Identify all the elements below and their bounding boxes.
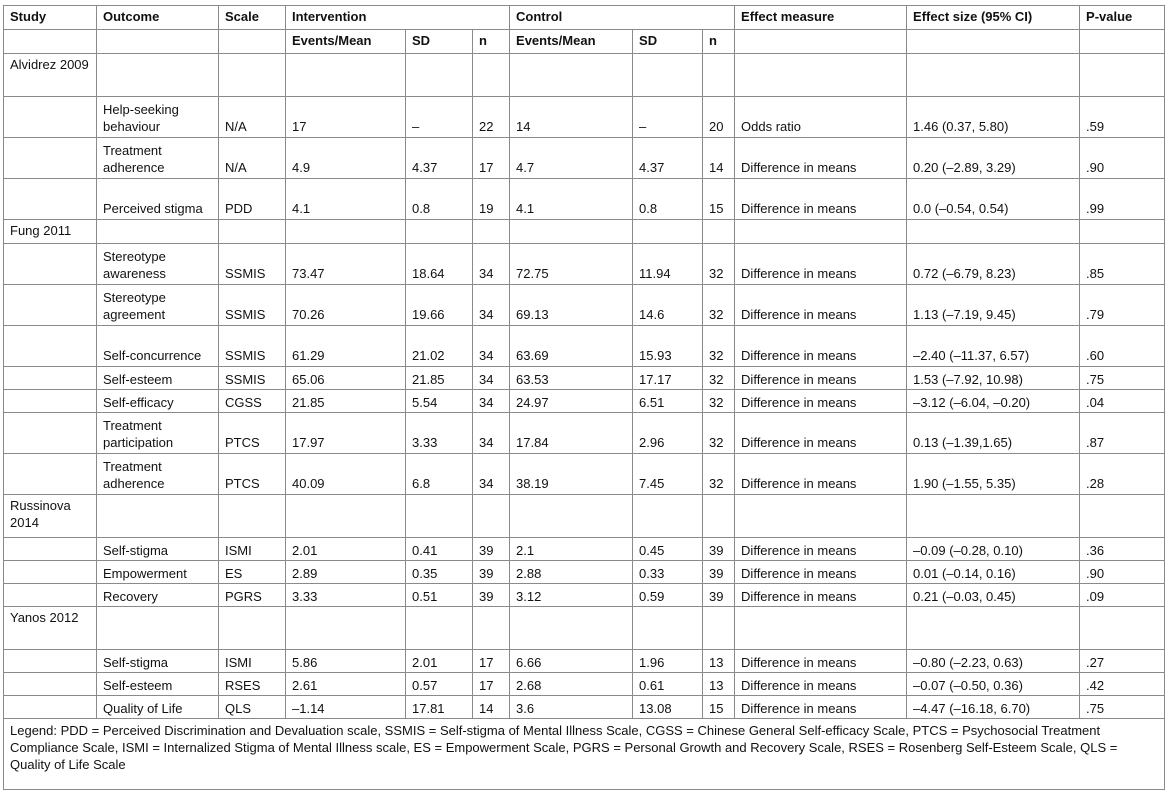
scale-cell: PDD [219, 179, 286, 220]
control-n-cell: 32 [703, 285, 735, 326]
control-n-cell: 14 [703, 138, 735, 179]
header-study: Study [4, 6, 97, 30]
empty-cell [735, 607, 907, 650]
control-n-cell: 39 [703, 584, 735, 607]
empty-cell [703, 495, 735, 538]
empty-cell [4, 326, 97, 367]
header-sub-empty [1080, 30, 1165, 54]
control-n-cell: 20 [703, 97, 735, 138]
study-row [4, 495, 1165, 538]
outcome-cell: Self-stigma [97, 650, 219, 673]
empty-cell [633, 220, 703, 244]
control-n-cell: 39 [703, 561, 735, 584]
intervention-sd-cell: 21.02 [406, 326, 473, 367]
empty-cell [4, 179, 97, 220]
header-intervention: Intervention [286, 6, 510, 30]
table-row [4, 285, 1165, 326]
intervention-mean-cell: 2.61 [286, 673, 406, 696]
study-name: Russinova 2014 [4, 495, 97, 538]
study-row [4, 220, 1165, 244]
p-value-cell: .09 [1080, 584, 1165, 607]
intervention-sd-cell: 21.85 [406, 367, 473, 390]
intervention-n-cell: 39 [473, 561, 510, 584]
intervention-n-cell: 17 [473, 138, 510, 179]
header-sub-empty [735, 30, 907, 54]
empty-cell [703, 607, 735, 650]
control-sd-cell: 0.61 [633, 673, 703, 696]
header-control-events: Events/Mean [510, 30, 633, 54]
empty-cell [4, 413, 97, 454]
intervention-sd-cell: 3.33 [406, 413, 473, 454]
empty-cell [1080, 495, 1165, 538]
control-mean-cell: 3.6 [510, 696, 633, 719]
scale-cell: SSMIS [219, 244, 286, 285]
empty-cell [633, 54, 703, 97]
control-sd-cell: 15.93 [633, 326, 703, 367]
header-intervention-sd: SD [406, 30, 473, 54]
control-n-cell: 13 [703, 650, 735, 673]
empty-cell [1080, 220, 1165, 244]
empty-cell [406, 54, 473, 97]
scale-cell: ISMI [219, 538, 286, 561]
p-value-cell: .90 [1080, 561, 1165, 584]
intervention-mean-cell: 3.33 [286, 584, 406, 607]
control-sd-cell: 1.96 [633, 650, 703, 673]
effect-size-cell: –4.47 (–16.18, 6.70) [907, 696, 1080, 719]
control-sd-cell: 13.08 [633, 696, 703, 719]
table-row [4, 413, 1165, 454]
control-sd-cell: 14.6 [633, 285, 703, 326]
empty-cell [219, 495, 286, 538]
control-sd-cell: 2.96 [633, 413, 703, 454]
control-sd-cell: 6.51 [633, 390, 703, 413]
empty-cell [286, 220, 406, 244]
header-sub-empty [97, 30, 219, 54]
header-control-n: n [703, 30, 735, 54]
empty-cell [286, 495, 406, 538]
effect-size-cell: 0.0 (–0.54, 0.54) [907, 179, 1080, 220]
control-n-cell: 32 [703, 413, 735, 454]
table-row [4, 584, 1165, 607]
effect-measure-cell: Difference in means [735, 244, 907, 285]
header-intervention-events: Events/Mean [286, 30, 406, 54]
table-row [4, 326, 1165, 367]
table-row [4, 454, 1165, 495]
header-sub-empty [907, 30, 1080, 54]
p-value-cell: .85 [1080, 244, 1165, 285]
intervention-sd-cell: 0.35 [406, 561, 473, 584]
intervention-n-cell: 19 [473, 179, 510, 220]
intervention-n-cell: 34 [473, 413, 510, 454]
effect-measure-cell: Difference in means [735, 138, 907, 179]
control-n-cell: 13 [703, 673, 735, 696]
intervention-mean-cell: 4.9 [286, 138, 406, 179]
p-value-cell: .59 [1080, 97, 1165, 138]
effect-measure-cell: Difference in means [735, 367, 907, 390]
control-n-cell: 32 [703, 454, 735, 495]
effect-size-cell: –0.09 (–0.28, 0.10) [907, 538, 1080, 561]
empty-cell [907, 607, 1080, 650]
effect-measure-cell: Difference in means [735, 179, 907, 220]
effect-size-cell: 1.46 (0.37, 5.80) [907, 97, 1080, 138]
empty-cell [4, 454, 97, 495]
empty-cell [703, 54, 735, 97]
empty-cell [97, 607, 219, 650]
header-row-sub [4, 30, 1165, 54]
scale-cell: N/A [219, 97, 286, 138]
study-name: Yanos 2012 [4, 607, 97, 650]
study-name: Alvidrez 2009 [4, 54, 97, 97]
intervention-n-cell: 22 [473, 97, 510, 138]
scale-cell: ES [219, 561, 286, 584]
intervention-n-cell: 39 [473, 584, 510, 607]
intervention-sd-cell: 0.57 [406, 673, 473, 696]
p-value-cell: .60 [1080, 326, 1165, 367]
intervention-n-cell: 34 [473, 454, 510, 495]
outcome-cell: Stereotype agreement [97, 285, 219, 326]
intervention-mean-cell: 61.29 [286, 326, 406, 367]
table-row [4, 696, 1165, 719]
table-body [4, 6, 1165, 790]
outcome-cell: Self-esteem [97, 673, 219, 696]
header-row-main [4, 6, 1165, 30]
outcome-cell: Recovery [97, 584, 219, 607]
scale-cell: QLS [219, 696, 286, 719]
control-sd-cell: 4.37 [633, 138, 703, 179]
empty-cell [219, 220, 286, 244]
control-mean-cell: 63.53 [510, 367, 633, 390]
empty-cell [633, 607, 703, 650]
intervention-sd-cell: 0.51 [406, 584, 473, 607]
control-mean-cell: 2.88 [510, 561, 633, 584]
empty-cell [735, 220, 907, 244]
intervention-mean-cell: 2.89 [286, 561, 406, 584]
effect-size-cell: 0.21 (–0.03, 0.45) [907, 584, 1080, 607]
empty-cell [473, 220, 510, 244]
table-row [4, 138, 1165, 179]
empty-cell [510, 220, 633, 244]
effect-measure-cell: Difference in means [735, 285, 907, 326]
scale-cell: PGRS [219, 584, 286, 607]
study-row [4, 607, 1165, 650]
outcome-cell: Empowerment [97, 561, 219, 584]
effect-size-cell: 0.01 (–0.14, 0.16) [907, 561, 1080, 584]
empty-cell [1080, 607, 1165, 650]
p-value-cell: .75 [1080, 367, 1165, 390]
intervention-mean-cell: 40.09 [286, 454, 406, 495]
outcome-cell: Self-esteem [97, 367, 219, 390]
intervention-sd-cell: 5.54 [406, 390, 473, 413]
control-sd-cell: 0.59 [633, 584, 703, 607]
intervention-mean-cell: 4.1 [286, 179, 406, 220]
empty-cell [703, 220, 735, 244]
control-mean-cell: 4.1 [510, 179, 633, 220]
intervention-mean-cell: 21.85 [286, 390, 406, 413]
empty-cell [219, 54, 286, 97]
effect-measure-cell: Odds ratio [735, 97, 907, 138]
scale-cell: SSMIS [219, 367, 286, 390]
empty-cell [4, 584, 97, 607]
empty-cell [907, 54, 1080, 97]
intervention-sd-cell: 6.8 [406, 454, 473, 495]
study-name: Fung 2011 [4, 220, 97, 244]
effect-size-cell: 1.90 (–1.55, 5.35) [907, 454, 1080, 495]
table-row [4, 367, 1165, 390]
effect-measure-cell: Difference in means [735, 413, 907, 454]
effect-size-cell: 0.13 (–1.39,1.65) [907, 413, 1080, 454]
p-value-cell: .04 [1080, 390, 1165, 413]
legend-row [4, 719, 1165, 790]
intervention-mean-cell: 65.06 [286, 367, 406, 390]
header-effect-measure: Effect measure [735, 6, 907, 30]
empty-cell [4, 285, 97, 326]
effect-measure-cell: Difference in means [735, 538, 907, 561]
empty-cell [4, 561, 97, 584]
outcome-cell: Quality of Life [97, 696, 219, 719]
p-value-cell: .42 [1080, 673, 1165, 696]
intervention-sd-cell: 2.01 [406, 650, 473, 673]
empty-cell [1080, 54, 1165, 97]
control-sd-cell: 0.45 [633, 538, 703, 561]
control-sd-cell: 11.94 [633, 244, 703, 285]
control-sd-cell: 17.17 [633, 367, 703, 390]
control-n-cell: 15 [703, 696, 735, 719]
outcome-cell: Self-efficacy [97, 390, 219, 413]
empty-cell [473, 495, 510, 538]
outcome-cell: Self-stigma [97, 538, 219, 561]
control-mean-cell: 6.66 [510, 650, 633, 673]
header-scale: Scale [219, 6, 286, 30]
table-row [4, 390, 1165, 413]
table-row [4, 561, 1165, 584]
intervention-mean-cell: 73.47 [286, 244, 406, 285]
empty-cell [4, 696, 97, 719]
effect-measure-cell: Difference in means [735, 390, 907, 413]
p-value-cell: .90 [1080, 138, 1165, 179]
empty-cell [735, 54, 907, 97]
intervention-sd-cell: – [406, 97, 473, 138]
intervention-sd-cell: 18.64 [406, 244, 473, 285]
table-row [4, 97, 1165, 138]
outcome-cell: Stereotype awareness [97, 244, 219, 285]
outcome-cell: Self-concurrence [97, 326, 219, 367]
empty-cell [633, 495, 703, 538]
table-row [4, 650, 1165, 673]
intervention-n-cell: 34 [473, 390, 510, 413]
control-n-cell: 32 [703, 390, 735, 413]
p-value-cell: .79 [1080, 285, 1165, 326]
p-value-cell: .28 [1080, 454, 1165, 495]
control-mean-cell: 4.7 [510, 138, 633, 179]
header-sub-empty [219, 30, 286, 54]
scale-cell: PTCS [219, 413, 286, 454]
empty-cell [473, 54, 510, 97]
scale-cell: CGSS [219, 390, 286, 413]
effect-measure-cell: Difference in means [735, 673, 907, 696]
p-value-cell: .36 [1080, 538, 1165, 561]
empty-cell [907, 495, 1080, 538]
control-mean-cell: 14 [510, 97, 633, 138]
empty-cell [4, 650, 97, 673]
effect-size-cell: –0.80 (–2.23, 0.63) [907, 650, 1080, 673]
effect-size-cell: 0.20 (–2.89, 3.29) [907, 138, 1080, 179]
header-intervention-n: n [473, 30, 510, 54]
p-value-cell: .27 [1080, 650, 1165, 673]
header-sub-empty [4, 30, 97, 54]
scale-cell: RSES [219, 673, 286, 696]
effect-size-cell: –0.07 (–0.50, 0.36) [907, 673, 1080, 696]
effect-size-cell: –3.12 (–6.04, –0.20) [907, 390, 1080, 413]
table-row [4, 538, 1165, 561]
scale-cell: ISMI [219, 650, 286, 673]
scale-cell: PTCS [219, 454, 286, 495]
header-control: Control [510, 6, 735, 30]
empty-cell [406, 220, 473, 244]
control-sd-cell: 0.33 [633, 561, 703, 584]
scale-cell: SSMIS [219, 326, 286, 367]
outcome-cell: Help-seeking behaviour [97, 97, 219, 138]
intervention-n-cell: 17 [473, 650, 510, 673]
control-mean-cell: 38.19 [510, 454, 633, 495]
empty-cell [4, 367, 97, 390]
intervention-n-cell: 34 [473, 285, 510, 326]
outcome-cell: Treatment participation [97, 413, 219, 454]
control-mean-cell: 2.68 [510, 673, 633, 696]
table-row [4, 673, 1165, 696]
empty-cell [510, 607, 633, 650]
outcome-cell: Perceived stigma [97, 179, 219, 220]
scale-cell: SSMIS [219, 285, 286, 326]
intervention-mean-cell: 70.26 [286, 285, 406, 326]
empty-cell [97, 495, 219, 538]
effect-size-cell: 1.13 (–7.19, 9.45) [907, 285, 1080, 326]
empty-cell [510, 495, 633, 538]
header-outcome: Outcome [97, 6, 219, 30]
empty-cell [219, 607, 286, 650]
intervention-n-cell: 17 [473, 673, 510, 696]
control-mean-cell: 72.75 [510, 244, 633, 285]
effect-measure-cell: Difference in means [735, 650, 907, 673]
effect-measure-cell: Difference in means [735, 584, 907, 607]
intervention-mean-cell: –1.14 [286, 696, 406, 719]
outcome-cell: Treatment adherence [97, 454, 219, 495]
empty-cell [907, 220, 1080, 244]
empty-cell [4, 538, 97, 561]
empty-cell [4, 673, 97, 696]
effect-measure-cell: Difference in means [735, 326, 907, 367]
intervention-sd-cell: 0.8 [406, 179, 473, 220]
empty-cell [4, 97, 97, 138]
intervention-mean-cell: 17 [286, 97, 406, 138]
control-n-cell: 32 [703, 244, 735, 285]
empty-cell [286, 54, 406, 97]
intervention-n-cell: 34 [473, 367, 510, 390]
effect-measure-cell: Difference in means [735, 454, 907, 495]
empty-cell [97, 220, 219, 244]
control-mean-cell: 63.69 [510, 326, 633, 367]
empty-cell [510, 54, 633, 97]
effect-size-cell: –2.40 (–11.37, 6.57) [907, 326, 1080, 367]
control-n-cell: 15 [703, 179, 735, 220]
control-mean-cell: 17.84 [510, 413, 633, 454]
empty-cell [406, 495, 473, 538]
intervention-n-cell: 39 [473, 538, 510, 561]
effect-measure-cell: Difference in means [735, 696, 907, 719]
effect-size-cell: 1.53 (–7.92, 10.98) [907, 367, 1080, 390]
control-sd-cell: – [633, 97, 703, 138]
control-sd-cell: 7.45 [633, 454, 703, 495]
intervention-sd-cell: 19.66 [406, 285, 473, 326]
intervention-mean-cell: 2.01 [286, 538, 406, 561]
control-sd-cell: 0.8 [633, 179, 703, 220]
intervention-mean-cell: 17.97 [286, 413, 406, 454]
header-effect-size: Effect size (95% CI) [907, 6, 1080, 30]
empty-cell [4, 244, 97, 285]
scale-cell: N/A [219, 138, 286, 179]
intervention-sd-cell: 4.37 [406, 138, 473, 179]
effect-measure-cell: Difference in means [735, 561, 907, 584]
intervention-n-cell: 34 [473, 244, 510, 285]
intervention-sd-cell: 0.41 [406, 538, 473, 561]
control-mean-cell: 3.12 [510, 584, 633, 607]
legend-text: Legend: PDD = Perceived Discrimination and Devaluation scale, SSMIS = Self-stigma of Mental Illness Scale, CGSS = Chinese General Self-efficacy Scale, PTCS = Psychosocial Treatment Compliance Scale, ISMI = Internalized Stigma of Mental Illness scale, ES = Empowerment Scale, PGRS = Personal Growth and Recovery Scale, RSES = Rosenberg Self-Esteem Scale, QLS = Quality of Life Scale [4, 719, 1165, 790]
intervention-mean-cell: 5.86 [286, 650, 406, 673]
control-mean-cell: 24.97 [510, 390, 633, 413]
empty-cell [473, 607, 510, 650]
results-table [3, 5, 1165, 790]
intervention-n-cell: 34 [473, 326, 510, 367]
p-value-cell: .75 [1080, 696, 1165, 719]
header-p-value: P-value [1080, 6, 1165, 30]
outcome-cell: Treatment adherence [97, 138, 219, 179]
control-n-cell: 32 [703, 367, 735, 390]
control-n-cell: 39 [703, 538, 735, 561]
control-mean-cell: 69.13 [510, 285, 633, 326]
empty-cell [286, 607, 406, 650]
table-row [4, 179, 1165, 220]
empty-cell [4, 138, 97, 179]
control-n-cell: 32 [703, 326, 735, 367]
intervention-sd-cell: 17.81 [406, 696, 473, 719]
p-value-cell: .87 [1080, 413, 1165, 454]
empty-cell [406, 607, 473, 650]
empty-cell [97, 54, 219, 97]
empty-cell [4, 390, 97, 413]
study-row [4, 54, 1165, 97]
empty-cell [735, 495, 907, 538]
header-control-sd: SD [633, 30, 703, 54]
control-mean-cell: 2.1 [510, 538, 633, 561]
effect-size-cell: 0.72 (–6.79, 8.23) [907, 244, 1080, 285]
p-value-cell: .99 [1080, 179, 1165, 220]
intervention-n-cell: 14 [473, 696, 510, 719]
table-row [4, 244, 1165, 285]
